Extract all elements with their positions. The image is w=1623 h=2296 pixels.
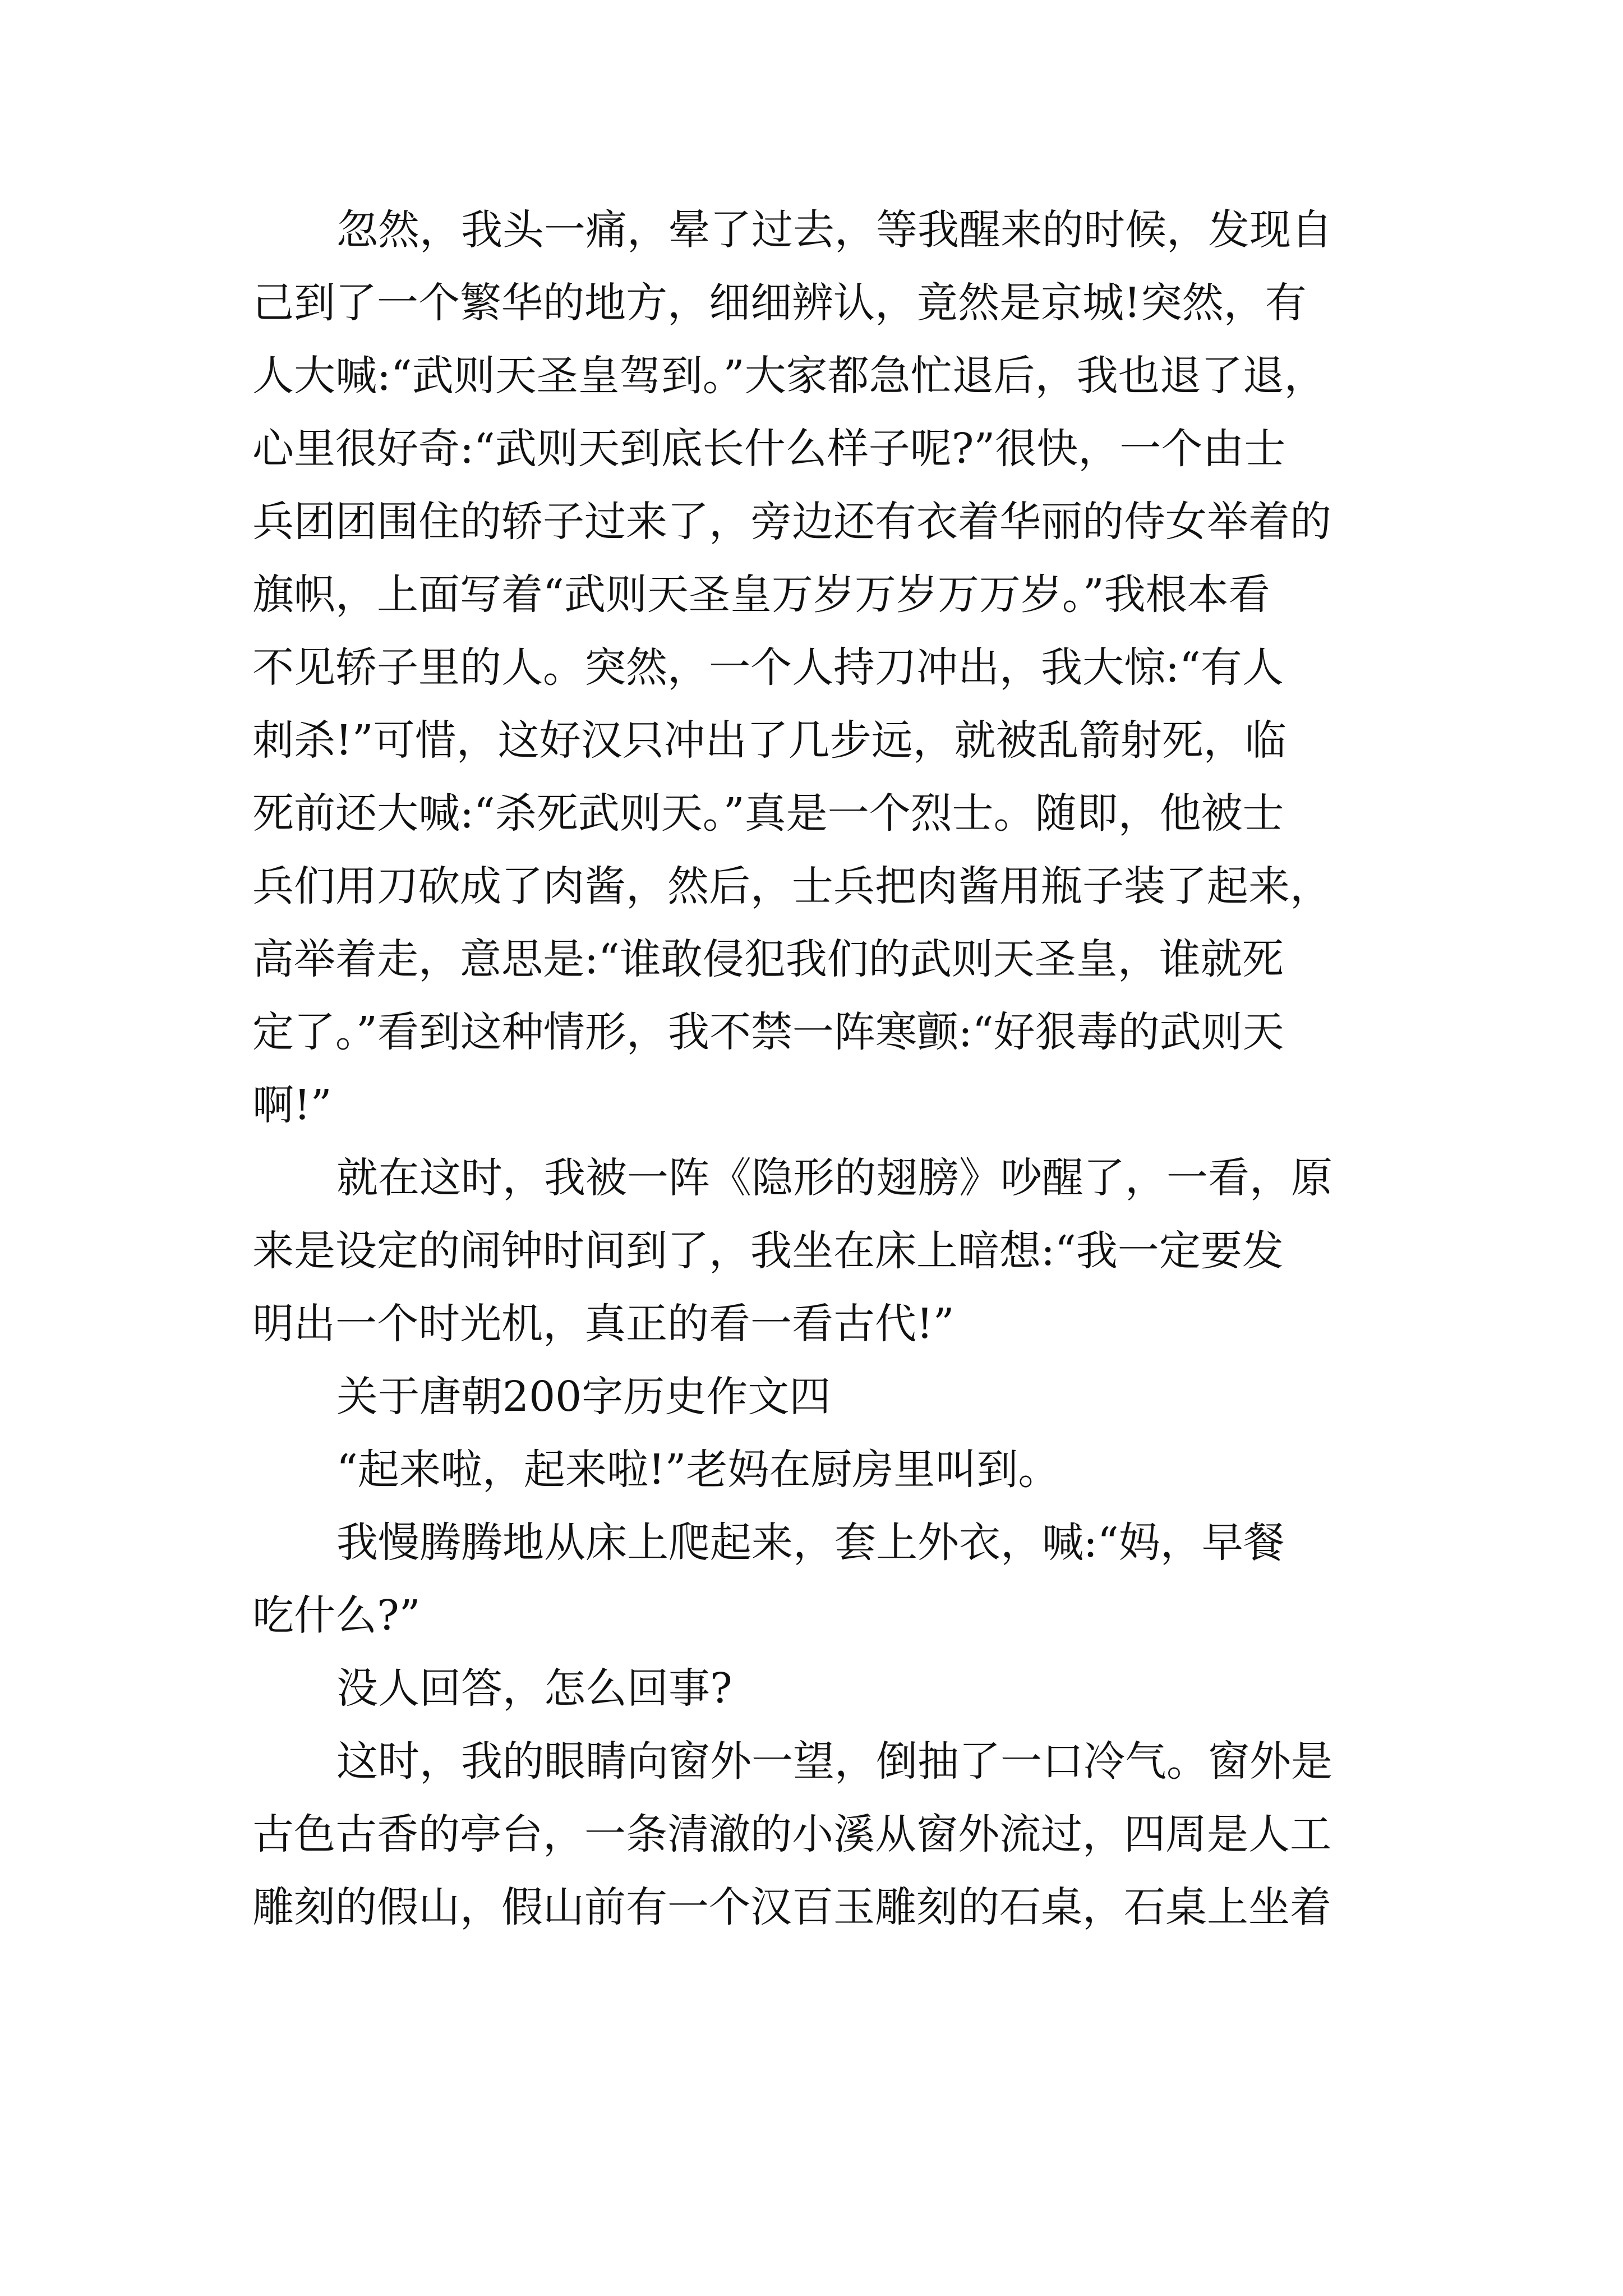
paragraph-line: 就在这时，我被一阵《隐形的翅膀》吵醒了，一看，原 bbox=[336, 1154, 1332, 1202]
paragraph-line: 死前还大喊:“杀死武则天。”真是一个烈士。随即，他被士 bbox=[252, 789, 1284, 838]
paragraph-line: 吃什么?” bbox=[252, 1591, 421, 1640]
paragraph-line: 我慢腾腾地从床上爬起来，套上外衣，喊:“妈，早餐 bbox=[336, 1519, 1285, 1567]
paragraph-line: 来是设定的闹钟时间到了，我坐在床上暗想:“我一定要发 bbox=[252, 1227, 1284, 1275]
paragraph-line: 定了。”看到这种情形，我不禁一阵寒颤:“好狠毒的武则天 bbox=[252, 1008, 1284, 1056]
paragraph-line: 旗帜，上面写着“武则天圣皇万岁万岁万万岁。”我根本看 bbox=[252, 570, 1270, 619]
paragraph-line: 高举着走，意思是:“谁敢侵犯我们的武则天圣皇，谁就死 bbox=[252, 935, 1284, 983]
paragraph-line: 明出一个时光机，真正的看一看古代!” bbox=[252, 1300, 955, 1348]
paragraph-line: 啊!” bbox=[252, 1081, 332, 1129]
paragraph-line: 忽然，我头一痛，晕了过去，等我醒来的时候，发现自 bbox=[336, 206, 1332, 254]
paragraph-line: 人大喊:“武则天圣皇驾到。”大家都急忙退后，我也退了退， bbox=[252, 352, 1326, 400]
section-heading: 关于唐朝200字历史作文四 bbox=[336, 1373, 831, 1421]
paragraph-line: “起来啦，起来啦!”老妈在厨房里叫到。 bbox=[336, 1446, 1060, 1494]
paragraph-line: 心里很好奇:“武则天到底长什么样子呢?”很快，一个由士 bbox=[252, 425, 1286, 473]
paragraph-line: 己到了一个繁华的地方，细细辨认，竟然是京城!突然，有 bbox=[252, 279, 1307, 327]
paragraph-line: 兵团团围住的轿子过来了，旁边还有衣着华丽的侍女举着的 bbox=[252, 498, 1331, 546]
paragraph-line: 刺杀!”可惜，这好汉只冲出了几步远，就被乱箭射死，临 bbox=[252, 716, 1287, 765]
paragraph-line: 兵们用刀砍成了肉酱，然后，士兵把肉酱用瓶子装了起来， bbox=[252, 862, 1331, 910]
paragraph-line: 雕刻的假山，假山前有一个汉百玉雕刻的石桌，石桌上坐着 bbox=[252, 1883, 1331, 1931]
paragraph-line: 不见轿子里的人。突然，一个人持刀冲出，我大惊:“有人 bbox=[252, 643, 1284, 692]
paragraph-line: 这时，我的眼睛向窗外一望，倒抽了一口冷气。窗外是 bbox=[336, 1737, 1332, 1786]
paragraph-line: 没人回答，怎么回事? bbox=[336, 1664, 732, 1713]
paragraph-line: 古色古香的亭台，一条清澈的小溪从窗外流过，四周是人工 bbox=[252, 1810, 1331, 1858]
